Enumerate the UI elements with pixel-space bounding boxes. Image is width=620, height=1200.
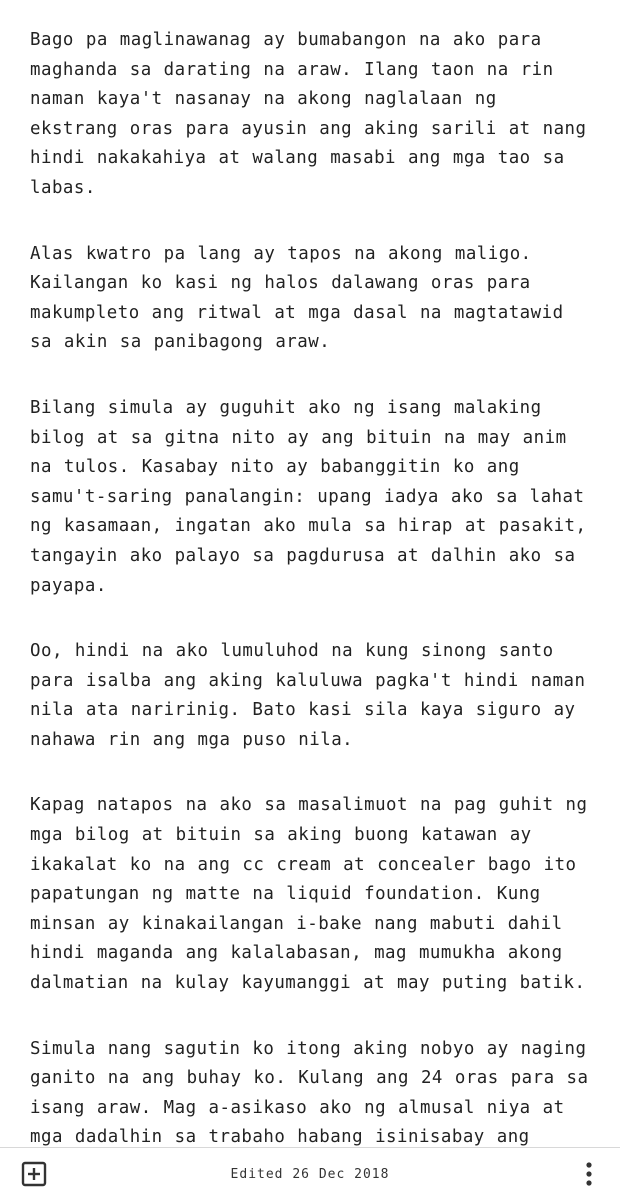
note-paragraph: Bilang simula ay guguhit ako ng isang malaking bilog at sa gitna nito ay ang bituin na may anim na tulos. Kasabay nito ay babanggitin ko ang samu't-saring panalangin: upang iadya ako sa lahat ng kasamaan, ingatan ako mula sa hirap at pasakit, tangayin ako palayo sa pagdurusa at dalhin ako sa payapa.: [30, 397, 587, 596]
note-paragraph: Bago pa maglinawanag ay bumabangon na ako para maghanda sa darating na araw. Ilang taon na rin naman kaya't nasanay na akong naglalaan ng ekstrang oras para ayusin ang aking sarili at nang hindi nakakahiya at walang masabi ang mga tao sa labas.: [30, 30, 587, 198]
add-box-icon: [21, 1161, 47, 1187]
more-options-button[interactable]: [584, 1160, 594, 1188]
edited-timestamp: Edited 26 Dec 2018: [230, 1166, 390, 1182]
note-paragraph: Alas kwatro pa lang ay tapos na akong maligo. Kailangan ko kasi ng halos dalawang oras para makumpleto ang ritwal at mga dasal na magtatawid sa akin sa panibagong araw.: [30, 243, 564, 353]
bottom-toolbar: [0, 1147, 620, 1200]
note-paragraph: Oo, hindi na ako lumuluhod na kung sinong santo para isalba ang aking kaluluwa pagka't hindi naman nila ata naririnig. Bato kasi sila kaya siguro ay nahawa rin ang mga puso nila.: [30, 641, 586, 750]
note-paragraph: Kapag natapos na ako sa masalimuot na pag guhit ng mga bilog at bituin sa aking buong katawan ay ikakalat ko na ang cc cream at concealer bago ito papatungan ng matte na liquid foundation. Kung minsan ay kinakailangan i-bake nang mabuti dahil hindi maganda ang kalalabasan, mag mumukha akong dalmatian na kulay kayumanggi at may puting batik.: [30, 795, 588, 994]
note-paragraph: Simula nang sagutin ko itong aking nobyo ay naging ganito na ang buhay ko. Kulang ang 24 oras para sa isang araw. Mag a-asikaso ako ng almusal niya at mga dadalhin sa trabaho habang isinisabay ang: [30, 1038, 589, 1148]
more-vert-icon: [584, 1160, 594, 1188]
add-button[interactable]: [21, 1161, 47, 1187]
